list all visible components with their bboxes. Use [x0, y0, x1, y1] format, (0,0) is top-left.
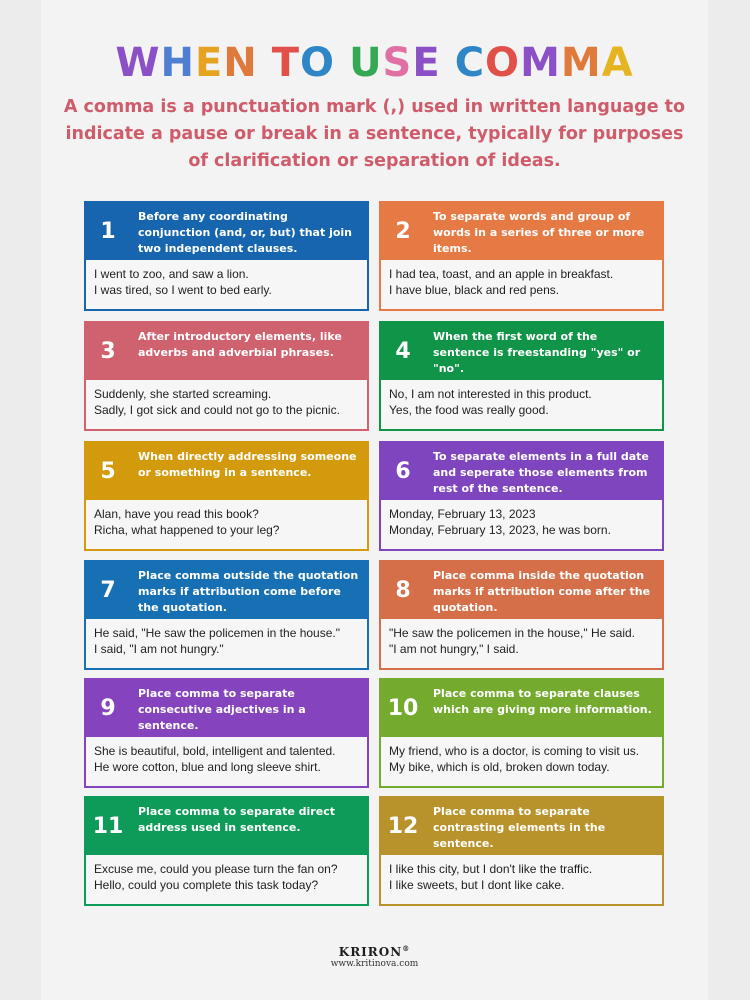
rule-examples	[86, 737, 367, 775]
rule-examples	[86, 260, 367, 298]
rule-number: 7	[100, 578, 116, 603]
title-letter: M	[520, 40, 561, 86]
rule-number: 1	[100, 219, 116, 244]
rule-card	[84, 796, 369, 906]
rule-number: 2	[395, 219, 411, 244]
brand-name: KRIRON	[338, 945, 403, 959]
rule-number: 5	[100, 459, 116, 484]
example-sentence: I said, "I am not hungry."	[94, 642, 224, 656]
rule-text: Before any coordinating conjunction (and, or, but) that join two independent clauses.	[138, 210, 352, 255]
rule-number: 12	[387, 814, 419, 839]
rule-card-header	[86, 562, 367, 619]
title-letter: E	[194, 40, 224, 86]
rule-text: Place comma outside the quotation marks if attribution come before the quotation.	[138, 569, 359, 614]
rule-examples	[86, 380, 367, 418]
rule-number: 4	[395, 339, 411, 364]
rule-card	[84, 321, 369, 431]
rule-number: 9	[100, 696, 116, 721]
title-letter: C	[454, 40, 486, 86]
example-sentence: "I am not hungry," I said.	[389, 642, 519, 656]
title-letter: O	[300, 40, 336, 86]
example-sentence: Yes, the food was really good.	[389, 403, 549, 417]
example-sentence: Monday, February 13, 2023, he was born.	[389, 523, 611, 537]
rule-text: Place comma to separate contrasting elements in the sentence.	[433, 805, 606, 850]
example-sentence: Monday, February 13, 2023	[389, 507, 536, 521]
rule-card	[84, 441, 369, 551]
example-sentence: "He saw the policemen in the house," He said.	[389, 626, 635, 640]
rule-examples	[381, 500, 662, 538]
rule-examples	[381, 260, 662, 298]
rule-text: Place comma to separate direct address used in sentence.	[138, 805, 335, 834]
rule-card-header	[86, 798, 367, 855]
title-letter: W	[115, 40, 161, 86]
example-sentence: He wore cotton, blue and long sleeve shirt.	[94, 760, 321, 774]
example-sentence: I went to zoo, and saw a lion.	[94, 267, 249, 281]
brand-url: www.kritinova.com	[330, 959, 419, 969]
rule-number: 3	[100, 339, 116, 364]
rule-examples	[381, 855, 662, 893]
title-letter: S	[382, 40, 413, 86]
example-sentence: I was tired, so I went to bed early.	[94, 283, 272, 297]
example-sentence: My friend, who is a doctor, is coming to visit us.	[389, 744, 640, 758]
rule-card-header	[86, 680, 367, 737]
rule-text: To separate elements in a full date and seperate those elements from rest of the sentence.	[433, 450, 649, 495]
rule-text: After introductory elements, like adverbs and adverbial phrases.	[138, 330, 342, 359]
rule-card	[379, 560, 664, 670]
registered-mark: ®	[402, 944, 411, 953]
rule-examples	[86, 855, 367, 893]
rule-card-header	[86, 443, 367, 500]
rule-card	[379, 796, 664, 906]
title-letter: E	[412, 40, 441, 86]
rule-card	[84, 678, 369, 788]
rule-card-header	[381, 443, 662, 500]
example-sentence: Sadly, I got sick and could not go to the picnic.	[94, 403, 340, 417]
example-sentence: No, I am not interested in this product.	[389, 387, 592, 401]
example-sentence: She is beautiful, bold, intelligent and talented.	[94, 744, 336, 758]
example-sentence: Alan, have you read this book?	[94, 507, 259, 521]
title-letter: T	[271, 40, 301, 86]
rule-number: 6	[395, 459, 411, 484]
example-sentence: Suddenly, she started screaming.	[94, 387, 272, 401]
example-sentence: My bike, which is old, broken down today.	[389, 760, 610, 774]
rule-card-header	[381, 798, 662, 855]
rule-number: 10	[387, 696, 419, 721]
rule-card	[379, 678, 664, 788]
title-letter: H	[160, 40, 195, 86]
poster-title	[41, 40, 708, 86]
example-sentence: I had tea, toast, and an apple in breakfast.	[389, 267, 614, 281]
example-sentence: I like sweets, but I dont like cake.	[389, 878, 565, 892]
rule-card-header	[381, 203, 662, 260]
rule-text: To separate words and group of words in a series of three or more items.	[433, 210, 645, 255]
rule-number: 8	[395, 578, 411, 603]
rule-examples	[86, 619, 367, 657]
rule-text: Place comma to separate clauses which are giving more information.	[433, 687, 652, 716]
rule-examples	[86, 500, 367, 538]
rule-card	[379, 321, 664, 431]
rule-card-header	[381, 323, 662, 380]
example-sentence: He said, "He saw the policemen in the house."	[94, 626, 340, 640]
rule-card	[84, 560, 369, 670]
example-sentence: I have blue, black and red pens.	[389, 283, 560, 297]
rule-text: When directly addressing someone or something in a sentence.	[138, 450, 357, 479]
example-sentence: Excuse me, could you please turn the fan on?	[94, 862, 338, 876]
rule-card	[379, 441, 664, 551]
rule-card-header	[86, 323, 367, 380]
poster-subtitle: A comma is a punctuation mark (,) used in written language to indicate a pause or break in a sentence, typically for purposes of clarification or separation of ideas.	[63, 97, 686, 171]
example-sentence: Richa, what happened to your leg?	[94, 523, 280, 537]
rule-card	[84, 201, 369, 311]
rule-examples	[381, 737, 662, 775]
example-sentence: I like this city, but I don't like the traffic.	[389, 862, 593, 876]
rule-text: Place comma to separate consecutive adjectives in a sentence.	[138, 687, 306, 732]
title-letter: M	[560, 40, 602, 86]
rule-number: 11	[92, 814, 124, 839]
rule-card-header	[381, 562, 662, 619]
title-letter: U	[349, 40, 383, 86]
rule-text: Place comma inside the quotation marks if attribution come after the quotation.	[433, 569, 651, 614]
rule-text: When the first word of the sentence is freestanding "yes" or "no".	[433, 330, 641, 375]
rule-examples	[381, 380, 662, 418]
rule-card	[379, 201, 664, 311]
title-letter: N	[223, 40, 258, 86]
title-letter: O	[485, 40, 521, 86]
poster	[41, 0, 708, 1000]
title-letter: A	[601, 40, 634, 86]
rule-examples	[381, 619, 662, 657]
rule-card-header	[381, 680, 662, 737]
rule-card-header	[86, 203, 367, 260]
brand-logo	[41, 944, 708, 959]
example-sentence: Hello, could you complete this task today?	[94, 878, 319, 892]
